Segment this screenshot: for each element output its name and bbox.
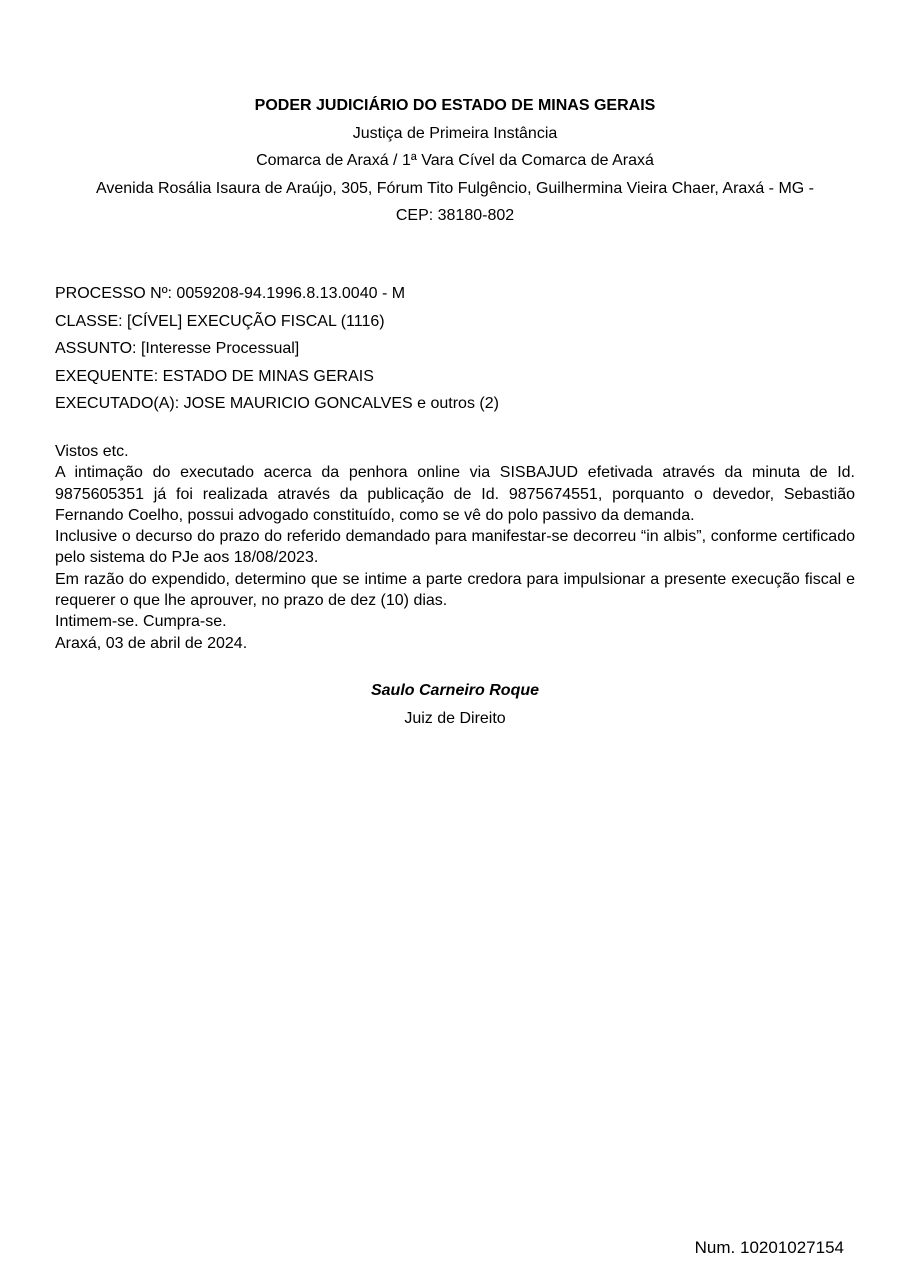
document-header [55, 92, 855, 230]
body-paragraph: A intimação do executado acerca da penhora online via SISBAJUD efetivada através da minuta de Id. 9875605351 já foi realizada através da publicação de Id. 9875674551, porquanto o devedor, Sebastião Fernando Coelho, possui advogado constituído, como se vê do polo passivo da demanda. [55, 464, 855, 524]
case-metadata [55, 280, 855, 418]
case-class: CLASSE: [CÍVEL] EXECUÇÃO FISCAL (1116) [55, 312, 385, 330]
judge-title: Juiz de Direito [404, 710, 506, 727]
decision-body [55, 441, 855, 654]
court-name: PODER JUDICIÁRIO DO ESTADO DE MINAS GERAIS [254, 97, 656, 114]
case-number: PROCESSO Nº: 0059208-94.1996.8.13.0040 - M [55, 285, 406, 302]
case-defendant: EXECUTADO(A): JOSE MAURICIO GONCALVES e outros (2) [55, 395, 499, 412]
opening-paragraph: Vistos etc. [55, 443, 129, 460]
court-address: Avenida Rosália Isaura de Araújo, 305, Fórum Tito Fulgêncio, Guilhermina Vieira Chaer, Araxá - MG - [96, 179, 814, 197]
court-instance: Justiça de Primeira Instância [352, 124, 558, 142]
court-postal-code: CEP: 38180-802 [395, 207, 515, 224]
body-paragraph: Em razão do expendido, determino que se intime a parte credora para impulsionar a presente execução fiscal e requerer o que lhe aprouver, no prazo de dez (10) dias. [55, 570, 855, 610]
document-number: Num. 10201027154 [694, 1238, 844, 1257]
judge-name: Saulo Carneiro Roque [370, 682, 540, 699]
court-district: Comarca de Araxá / 1ª Vara Cível da Comarca de Araxá [256, 152, 654, 169]
closing-paragraph: Intimem-se. Cumpra-se. [55, 613, 227, 631]
signature-block [55, 677, 855, 733]
case-plaintiff: EXEQUENTE: ESTADO DE MINAS GERAIS [55, 367, 374, 385]
case-subject: ASSUNTO: [Interesse Processual] [55, 340, 300, 357]
date-line: Araxá, 03 de abril de 2024. [55, 634, 248, 652]
body-paragraph: Inclusive o decurso do prazo do referido demandado para manifestar-se decorreu “in albis”, conforme certificado pelo sistema do PJe aos 18/08/2023. [55, 528, 855, 567]
